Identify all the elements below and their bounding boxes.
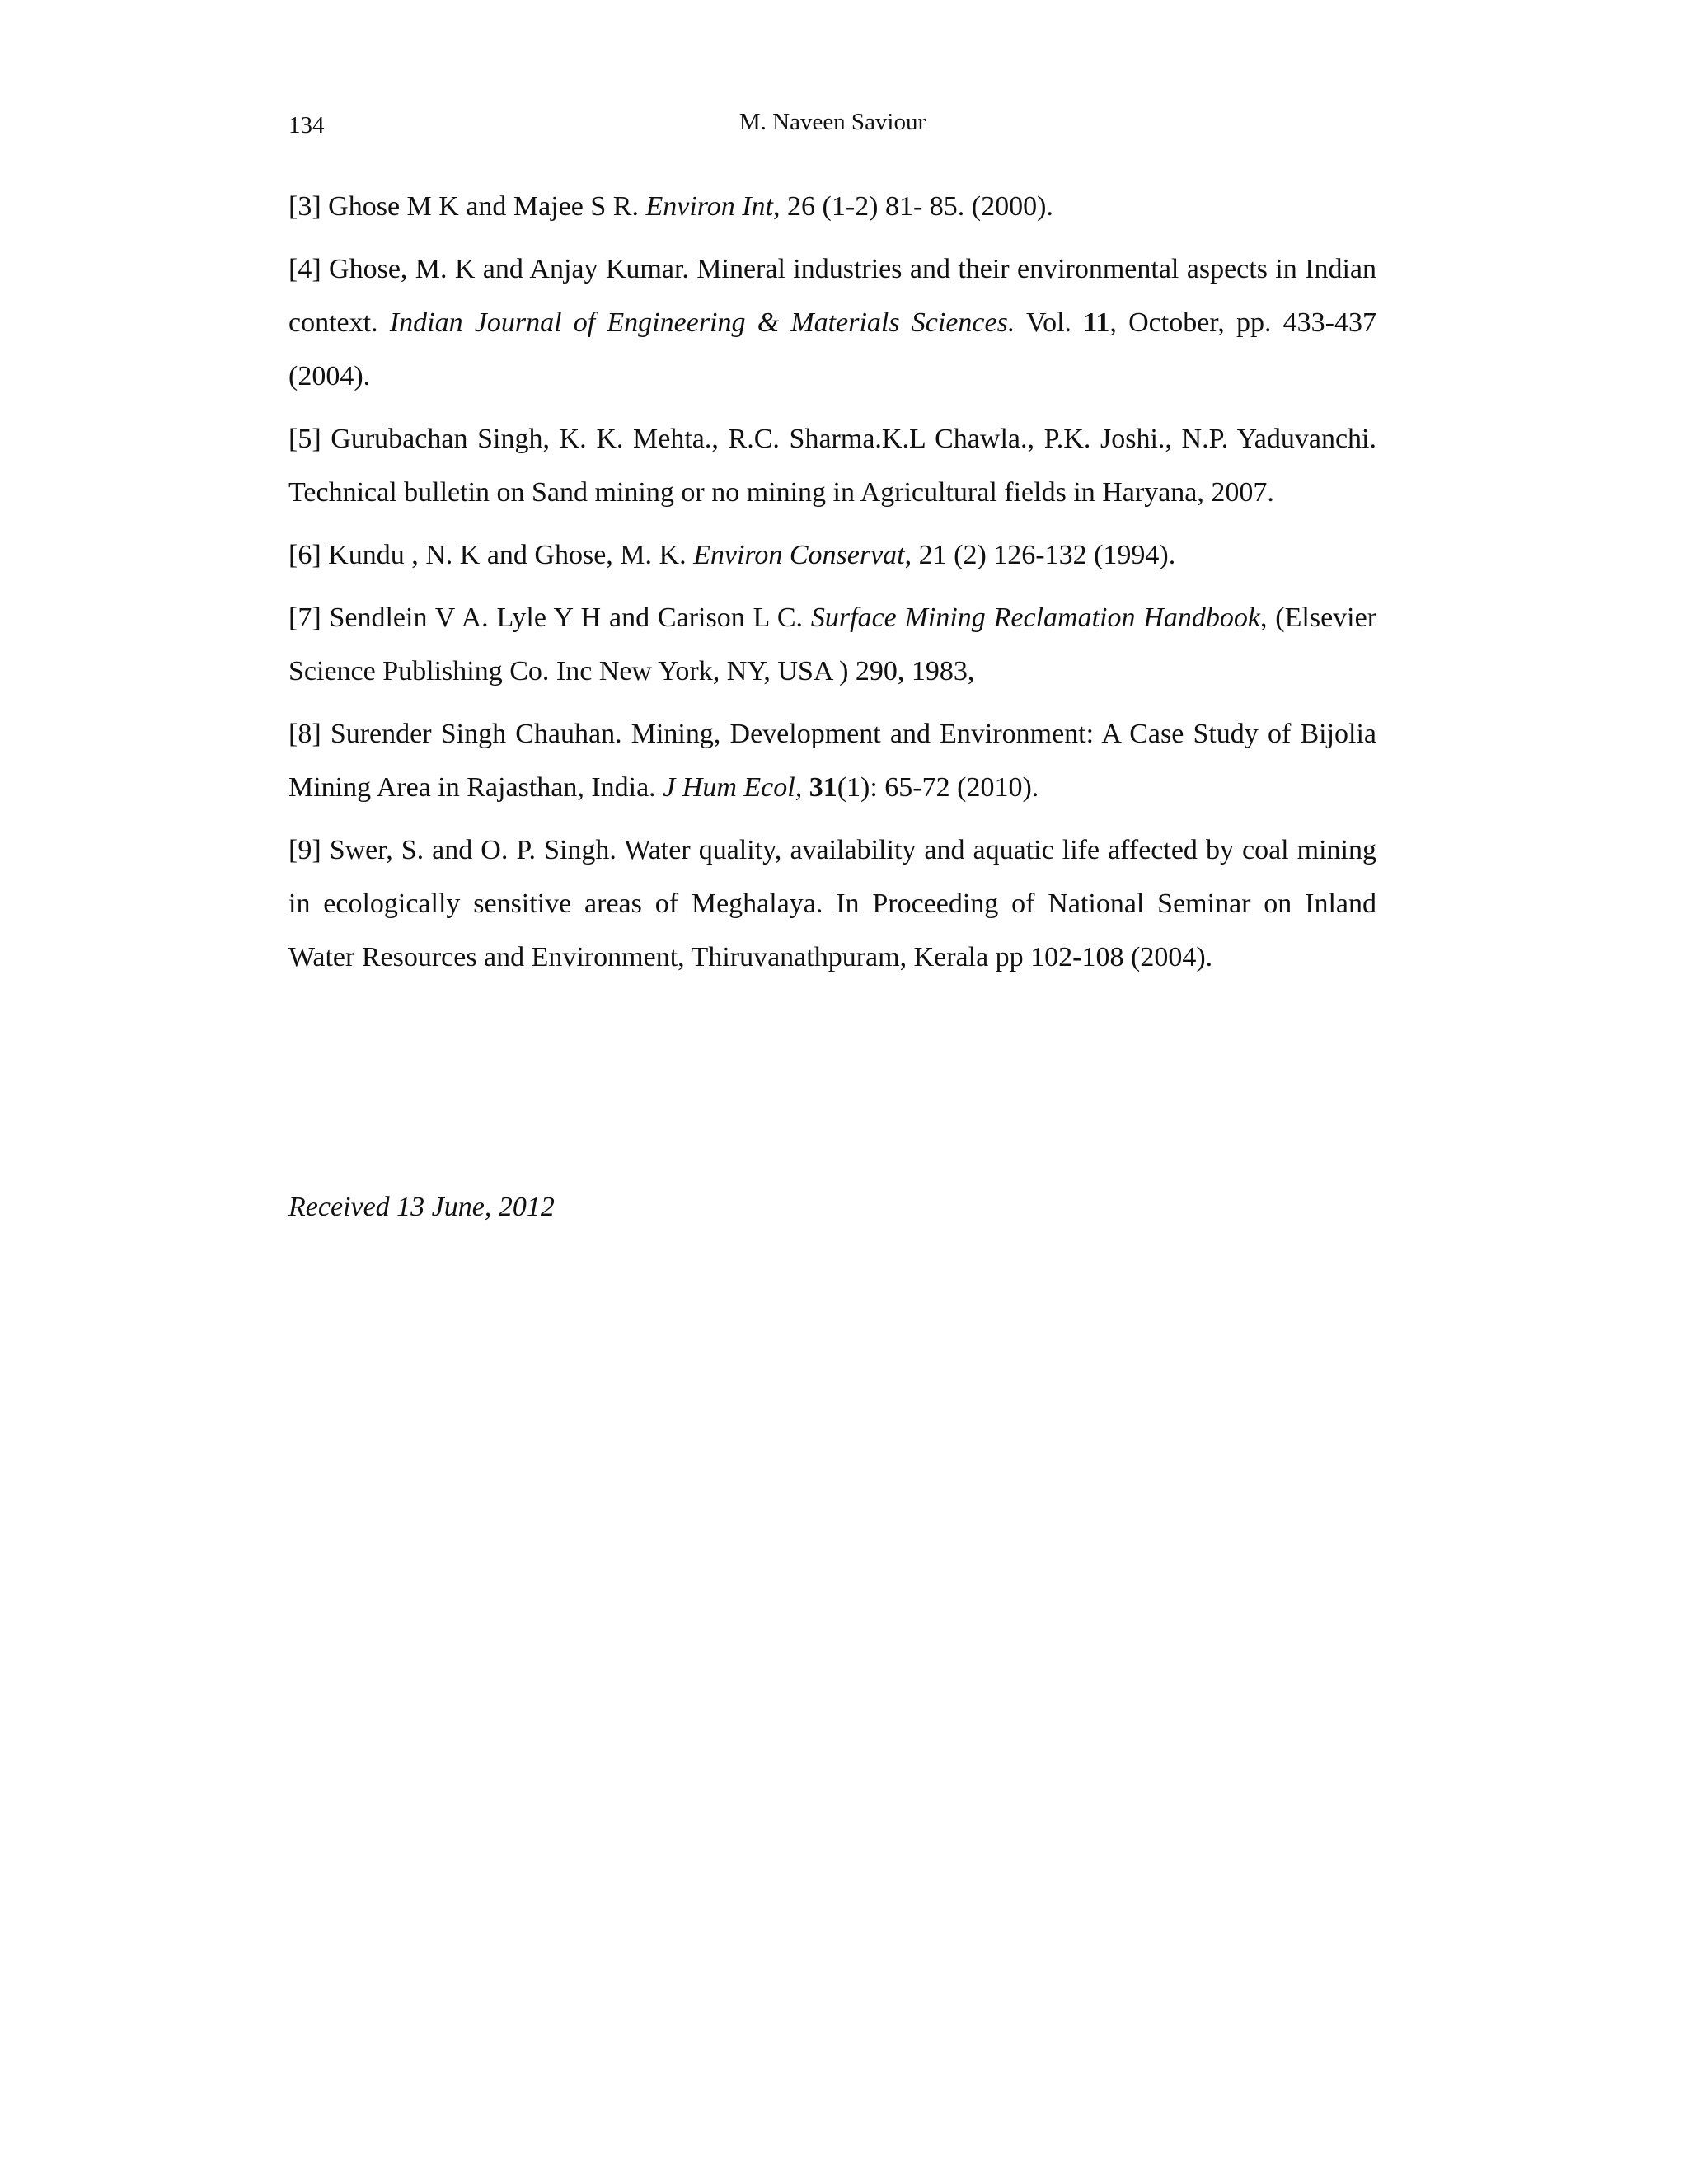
reference-number: [6] bbox=[288, 540, 321, 570]
reference-text: Kundu , N. K and Ghose, M. K. bbox=[321, 540, 694, 570]
reference-italic-text: Environ Int bbox=[645, 191, 773, 222]
reference-number: [3] bbox=[288, 191, 321, 222]
reference-text: , October, pp. 433-437 (2004). bbox=[288, 307, 1377, 391]
page-number: 134 bbox=[288, 112, 325, 138]
reference-item bbox=[288, 707, 1376, 814]
running-head-author: M. Naveen Saviour bbox=[738, 109, 926, 135]
reference-italic-text: Environ Conservat bbox=[693, 540, 905, 570]
page-header bbox=[288, 109, 1376, 145]
reference-item bbox=[288, 180, 1376, 233]
reference-text: , (Elsevier Science Publishing Co. Inc New York, NY, USA ) 290, 1983, bbox=[288, 602, 1377, 687]
reference-italic-text: J Hum Ecol, bbox=[663, 772, 803, 803]
reference-italic-text: Indian Journal of Engineering & Materials Sciences. bbox=[389, 307, 1015, 338]
reference-text: , 26 (1-2) 81- 85. (2000). bbox=[773, 191, 1053, 222]
reference-italic-text: Surface Mining Reclamation Handbook bbox=[810, 602, 1260, 633]
reference-bold-text: 31 bbox=[809, 772, 837, 803]
reference-number: [5] bbox=[288, 424, 321, 454]
reference-number: [9] bbox=[288, 835, 321, 865]
reference-text: Ghose, M. K and Anjay Kumar. Mineral industries and their environmental aspects in Indian context. bbox=[288, 254, 1376, 338]
reference-text: Sendlein V A. Lyle Y H and Carison L C. bbox=[321, 602, 811, 633]
reference-number: [4] bbox=[288, 254, 321, 284]
reference-text: Gurubachan Singh, K. K. Mehta., R.C. Sharma.K.L Chawla., P.K. Joshi., N.P. Yaduvanchi. Technical bulletin on Sand mining or no mining in Agricultural fields in Haryana, 2007. bbox=[288, 424, 1376, 508]
reference-item bbox=[288, 591, 1376, 698]
reference-number: [7] bbox=[288, 602, 321, 633]
reference-text: Swer, S. and O. P. Singh. Water quality, availability and aquatic life affected by coal mining in ecologically sensitive areas of Meghalaya. In Proceeding of National Seminar on Inland Water Resources and Environment, Thiruvanathpuram, Kerala pp 102-108 (2004). bbox=[288, 835, 1376, 972]
reference-text: Surender Singh Chauhan. Mining, Development and Environment: A Case Study of Bijolia Mining Area in Rajasthan, India. bbox=[288, 719, 1376, 803]
reference-bold-text: 11 bbox=[1083, 307, 1110, 338]
reference-text: , 21 (2) 126-132 (1994). bbox=[904, 540, 1176, 570]
reference-number: [8] bbox=[288, 719, 321, 749]
reference-item bbox=[288, 412, 1376, 519]
reference-text: Ghose M K and Majee S R. bbox=[321, 191, 646, 222]
reference-item bbox=[288, 528, 1376, 582]
reference-list bbox=[288, 180, 1376, 993]
received-date: Received 13 June, 2012 bbox=[288, 1192, 555, 1222]
reference-item bbox=[288, 823, 1376, 984]
reference-item bbox=[288, 242, 1376, 403]
reference-text: Vol. bbox=[1015, 307, 1084, 338]
reference-text: (1): 65-72 (2010). bbox=[837, 772, 1039, 803]
reference-text bbox=[802, 772, 809, 803]
